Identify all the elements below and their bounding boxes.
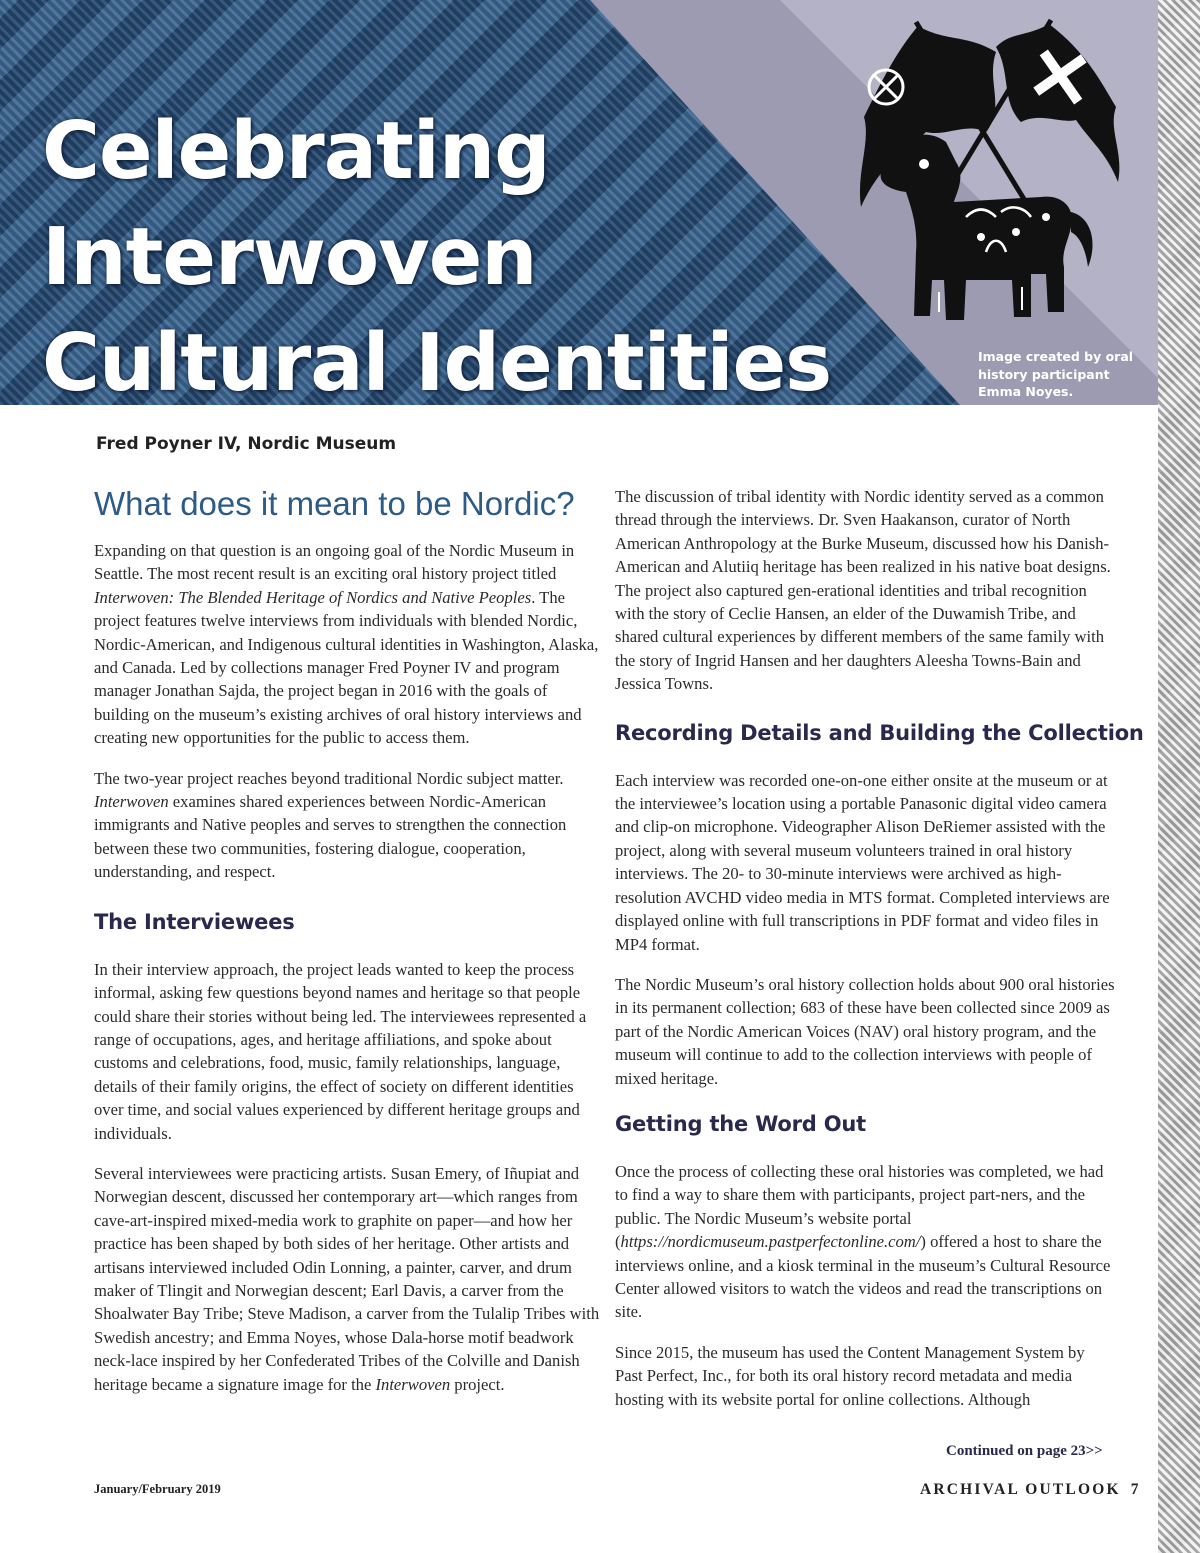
byline: Fred Poyner IV, Nordic Museum [96, 434, 397, 454]
image-caption: Image created by oral history participant Emma Noyes. [978, 349, 1134, 399]
portal-link[interactable]: https://nordicmuseum.pastperfectonline.com/ [620, 1232, 921, 1252]
title-line-1: Celebrating [42, 105, 550, 197]
artists-paragraph [94, 1162, 600, 1396]
artists-italic: Interwoven [375, 1374, 451, 1394]
recording-heading: Recording Details and Building the Collection [615, 720, 1144, 745]
title-line-2: Interwoven [42, 211, 537, 303]
intro-text-2: . The project features twelve interviews from individuals with blended Nordic, Nordic-American, and Indigenous cultural identities in Washington, Alaska, and Canada. Led by collections manager Fred Poyner IV and program manager Jonathan Sajda, the project began in 2016 with the goals of building on the museum’s existing archives of oral history interviews and creating new opportunities for the public to access them. [94, 587, 599, 748]
issue-date: January/February 2019 [94, 1482, 221, 1496]
lead-heading: What does it mean to be Nordic? [94, 485, 575, 522]
right-flag-icon [996, 24, 1119, 182]
scope-italic: Interwoven [94, 792, 169, 812]
identity-paragraph: The discussion of tribal identity with Nordic identity served as a common thread through the interviews. Dr. Sven Haakanson, curator of North American Anthropology at the Burke Museum, discussed how his Danish-American and Alutiiq heritage has been realized in his native boat designs. The project also captured gen-erational identities and tribal recognition with the story of Ceclie Hansen, an elder of the Duwamish Tribe, and shared cultural experiences by different members of the same family with the story of Ingrid Hansen and her daughters Aleesha Towns-Bain and Jessica Towns. [615, 487, 1111, 694]
word-out-text-2: ) offered a host to share the interviews online, and a kiosk terminal in the museum’s Cultural Resource Center allowed visitors to watch the videos and read the transcriptions on site. [615, 1232, 1111, 1322]
dala-horse-icon [881, 135, 1093, 320]
publication-name: ARCHIVAL OUTLOOK [920, 1481, 1121, 1498]
publication-footer [920, 1481, 1138, 1499]
artists-text-1: Several interviewees were practicing artists. Susan Emery, of Iñupiat and Norwegian descent, discussed her contemporary art—which ranges from cave-art-inspired mixed-media work to graphite on paper—and how her practice has been shaped by both sides of her heritage. Other artists and artisans interviewed included Odin Lonning, a painter, carver, and drum maker of Tlingit and Norwegian descent; Earl Davis, a carver from the Shoalwater Bay Tribe; Steve Madison, a carver from the Tulalip Tribes with Swedish ancestry; and Emma Noyes, whose Dala-horse motif beadwork neck-lace inspired by her Confederated Tribes of the Colville and Danish heritage became a signature image for the [94, 1163, 600, 1394]
scope-text-1: The two-year project reaches beyond traditional Nordic subject matter. [94, 768, 564, 788]
intro-paragraph [94, 539, 600, 750]
right-column [615, 485, 1144, 1411]
word-out-text-1: Once the process of collecting these oral histories was completed, we had to find a way to share them with participants, project part-ners, and the public. The Nordic Museum’s website portal ( [615, 1161, 1104, 1252]
word-out-heading: Getting the Word Out [615, 1111, 866, 1136]
page-number: 7 [1130, 1481, 1139, 1498]
collection-paragraph: The Nordic Museum’s oral history collection holds about 900 oral histories in its permanent collection; 683 of these have been collected since 2009 as part of the Nordic American Voices (NAV) oral history program, and the museum will continue to add to the collection interviews with people of mixed heritage. [615, 974, 1115, 1088]
intro-text-1: Expanding on that question is an ongoing goal of the Nordic Museum in Seattle. The most recent result is an exciting oral history project titled [94, 541, 575, 584]
since-paragraph: Since 2015, the museum has used the Content Management System by Past Perfect, Inc., for both its oral history record metadata and media hosting with its website portal for online collections. Although [615, 1342, 1085, 1409]
recording-paragraph: Each interview was recorded one-on-one either onsite at the museum or at the interviewee’s location using a portable Panasonic digital video camera and clip-on microphone. Videographer Alison DeRiemer assisted with the project, along with several museum volunteers trained in oral history interviews. The 20- to 30-minute interviews were archived as high-resolution AVCHD video media in MTS format. Completed interviews are displayed online with full transcriptions in PDF format and video files in MP4 format. [615, 770, 1110, 954]
artists-text-2: project. [450, 1374, 505, 1394]
scope-text-2: examines shared experiences between Nordic-American immigrants and Native peoples and serves to strengthen the connection between these two communities, fostering dialogue, cooperation, understanding, and respect. [94, 792, 567, 882]
interviewees-paragraph: In their interview approach, the project leads wanted to keep the process informal, asking few questions beyond names and heritage so that people could share their stories without being led. The interviewees represented a range of occupations, ages, and heritage affiliations, and spoke about customs and celebrations, food, music, family relationships, language, details of their family origins, the effect of society on different identities over time, and social values experienced by different heritage groups and individuals. [94, 959, 587, 1143]
article-title [42, 98, 831, 416]
continued-note: Continued on page 23>> [946, 1443, 1103, 1459]
project-title: Interwoven: The Blended Heritage of Nordics and Native Peoples [94, 587, 532, 607]
title-line-3: Cultural Identities [42, 317, 832, 409]
woven-border [1158, 0, 1200, 1553]
word-out-paragraph [615, 1160, 1115, 1324]
dala-horse-flags-illustration [836, 12, 1126, 352]
left-column [94, 484, 600, 1396]
interviewees-heading: The Interviewees [94, 909, 295, 934]
scope-paragraph [94, 767, 600, 884]
